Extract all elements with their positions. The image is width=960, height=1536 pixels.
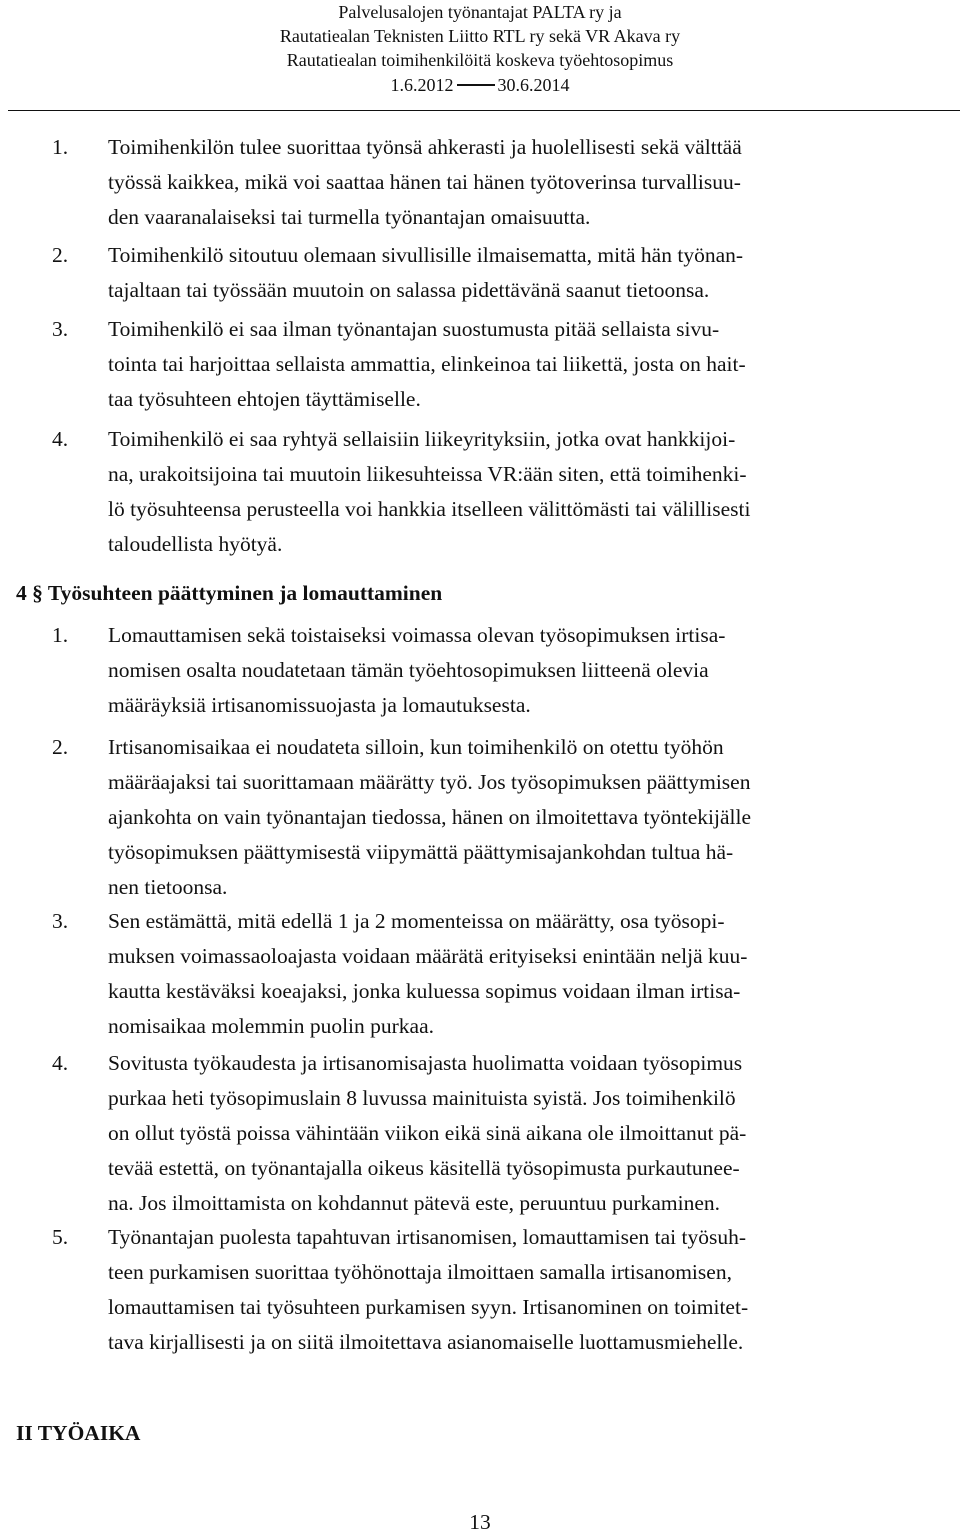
item-text xyxy=(108,238,953,308)
text-line: nen tietoonsa. xyxy=(108,875,228,899)
item-text xyxy=(108,1046,953,1221)
text-line: määräajaksi tai suorittamaan määrätty työ. Jos työsopimuksen päättymisen xyxy=(108,770,751,794)
text-line: na, urakoitsijoina tai muutoin liikesuhteissa VR:ään siten, että toimihenki- xyxy=(108,462,747,486)
header-line-1: Palvelusalojen työnantajat PALTA ry ja xyxy=(338,2,622,22)
text-line: Irtisanomisaikaa ei noudateta silloin, kun toimihenkilö on otettu työhön xyxy=(108,735,724,759)
item-number: 1. xyxy=(52,623,69,647)
text-line: tointa tai harjoittaa sellaista ammattia, elinkeinoa tai liikettä, josta on hait- xyxy=(108,352,746,376)
item-number: 2. xyxy=(52,243,69,267)
item-number: 2. xyxy=(52,735,69,759)
item-text xyxy=(108,730,953,905)
header-date-range xyxy=(0,73,960,97)
text-line: teen purkamisen suorittaa työhönottaja ilmoittaen samalla irtisanomisen, xyxy=(108,1260,732,1284)
item-text xyxy=(108,1220,953,1360)
chapter-heading: II TYÖAIKA xyxy=(16,1421,141,1445)
date-dash xyxy=(457,84,495,86)
item-text xyxy=(108,904,953,1044)
text-line: tevää estettä, on työnantajalla oikeus käsitellä työsopimusta purkautunee- xyxy=(108,1156,740,1180)
text-line: Toimihenkilö ei saa ilman työnantajan suostumusta pitää sellaista sivu- xyxy=(108,317,720,341)
section-heading: 4 § Työsuhteen päättyminen ja lomauttaminen xyxy=(16,581,443,605)
text-line: purkaa heti työsopimuslain 8 luvussa mainituista syistä. Jos toimihenkilö xyxy=(108,1086,736,1110)
text-line: nomisen osalta noudatetaan tämän työehtosopimuksen liitteenä olevia xyxy=(108,658,709,682)
text-line: Sen estämättä, mitä edellä 1 ja 2 momenteissa on määrätty, osa työsopi- xyxy=(108,909,725,933)
item-number: 4. xyxy=(52,1051,69,1075)
page-number: 13 xyxy=(469,1510,491,1534)
text-line: Toimihenkilön tulee suorittaa työnsä ahkerasti ja huolellisesti sekä välttää xyxy=(108,135,742,159)
text-line: kautta kestäväksi koeajaksi, jonka kuluessa sopimus voidaan ilman irtisa- xyxy=(108,979,741,1003)
header-line-3: Rautatiealan toimihenkilöitä koskeva työehtosopimus xyxy=(286,50,674,70)
text-line: Toimihenkilö ei saa ryhtyä sellaisiin liikeyrityksiin, jotka ovat hankkijoi- xyxy=(108,427,736,451)
text-line: taa työsuhteen ehtojen täyttämiselle. xyxy=(108,387,421,411)
text-line: lomauttamisen tai työsuhteen purkamisen syyn. Irtisanominen on toimitet- xyxy=(108,1295,749,1319)
header-divider xyxy=(8,110,960,111)
item-number: 3. xyxy=(52,317,69,341)
item-text xyxy=(108,422,953,562)
item-number: 3. xyxy=(52,909,69,933)
text-line: den vaaranalaiseksi tai turmella työnantajan omaisuutta. xyxy=(108,205,591,229)
item-text xyxy=(108,312,953,417)
text-line: on ollut työstä poissa vähintään viikon eikä sinä aikana ole ilmoittanut pä- xyxy=(108,1121,747,1145)
item-text xyxy=(108,130,953,235)
text-line: taloudellista hyötyä. xyxy=(108,532,283,556)
date-end: 30.6.2014 xyxy=(497,75,570,95)
text-line: lö työsuhteensa perusteella voi hankkia itselleen välittömästi tai välillisesti xyxy=(108,497,751,521)
date-start: 1.6.2012 xyxy=(390,75,454,95)
text-line: määräyksiä irtisanomissuojasta ja lomautuksesta. xyxy=(108,693,531,717)
text-line: työsopimuksen päättymisestä viipymättä päättymisajankohdan tultua hä- xyxy=(108,840,734,864)
text-line: Sovitusta työkaudesta ja irtisanomisajasta huolimatta voidaan työsopimus xyxy=(108,1051,743,1075)
item-number: 5. xyxy=(52,1225,69,1249)
item-number: 4. xyxy=(52,427,69,451)
header-line-2: Rautatiealan Teknisten Liitto RTL ry sekä VR Akava ry xyxy=(279,26,681,46)
text-line: tava kirjallisesti ja on siitä ilmoitettava asianomaiselle luottamusmiehelle. xyxy=(108,1330,744,1354)
text-line: Toimihenkilö sitoutuu olemaan sivullisille ilmaisematta, mitä hän työnan- xyxy=(108,243,744,267)
text-line: työssä kaikkea, mikä voi saattaa hänen tai hänen työtoverinsa turvallisuu- xyxy=(108,170,741,194)
text-line: nomisaikaa molemmin puolin purkaa. xyxy=(108,1014,435,1038)
item-number: 1. xyxy=(52,135,69,159)
text-line: muksen voimassaoloajasta voidaan määrätä erityiseksi enintään neljä kuu- xyxy=(108,944,748,968)
text-line: Työnantajan puolesta tapahtuvan irtisanomisen, lomauttamisen tai työsuh- xyxy=(108,1225,746,1249)
text-line: ajankohta on vain työnantajan tiedossa, hänen on ilmoitettava työntekijälle xyxy=(108,805,752,829)
text-line: Lomauttamisen sekä toistaiseksi voimassa olevan työsopimuksen irtisa- xyxy=(108,623,726,647)
item-text xyxy=(108,618,953,723)
text-line: na. Jos ilmoittamista on kohdannut pätevä este, peruuntuu purkaminen. xyxy=(108,1191,721,1215)
text-line: tajaltaan tai työssään muutoin on salassa pidettävänä saanut tietoonsa. xyxy=(108,278,710,302)
